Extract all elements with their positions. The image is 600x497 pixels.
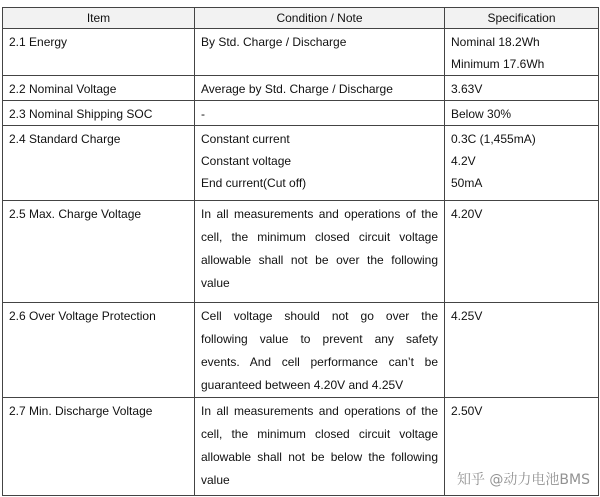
- header-condition: Condition / Note: [195, 8, 445, 29]
- condition-text: Cell voltage should not go over the: [201, 309, 438, 323]
- header-specification: Specification: [445, 8, 599, 29]
- item-label: 2.1 Energy: [9, 35, 68, 49]
- condition-cell: [195, 201, 445, 303]
- item-label: 2.3 Nominal Shipping SOC: [9, 107, 153, 121]
- spec-value: 3.63V: [451, 82, 483, 96]
- condition-text: Constant voltage: [201, 154, 292, 168]
- item-label: 2.6 Over Voltage Protection: [9, 309, 156, 323]
- item-label: 2.7 Min. Discharge Voltage: [9, 404, 153, 418]
- condition-cell: [195, 29, 445, 76]
- spec-value: 0.3C (1,455mA): [451, 132, 536, 146]
- condition-cell: [195, 76, 445, 101]
- item-cell: [3, 126, 195, 201]
- item-cell: [3, 201, 195, 303]
- condition-text: cell, the minimum closed circuit voltage: [201, 230, 438, 244]
- item-label: 2.2 Nominal Voltage: [9, 82, 117, 96]
- condition-text: value: [201, 473, 230, 487]
- table-row: [3, 101, 599, 126]
- spec-value: 4.20V: [451, 207, 483, 221]
- table-header-row: [3, 8, 599, 29]
- spec-value: Minimum 17.6Wh: [451, 57, 545, 71]
- item-cell: [3, 76, 195, 101]
- spec-cell: [445, 303, 599, 398]
- table-row: [3, 29, 599, 76]
- item-label: 2.5 Max. Charge Voltage: [9, 207, 142, 221]
- spec-value: 4.25V: [451, 309, 483, 323]
- spec-cell: [445, 76, 599, 101]
- specification-table: [2, 7, 599, 496]
- spec-value: 50mA: [451, 176, 483, 190]
- spec-cell: [445, 126, 599, 201]
- spec-value: Nominal 18.2Wh: [451, 35, 540, 49]
- condition-text: following value to prevent any safety: [201, 332, 438, 346]
- header-item: Item: [3, 8, 195, 29]
- item-cell: [3, 303, 195, 398]
- spec-cell: [445, 101, 599, 126]
- spec-cell: [445, 201, 599, 303]
- watermark: 知乎 @动力电池BMS: [456, 472, 590, 488]
- table-row: [3, 126, 599, 201]
- condition-text: -: [201, 107, 205, 121]
- condition-text: value: [201, 276, 230, 290]
- condition-text: Constant current: [201, 132, 290, 146]
- table-row: [3, 76, 599, 101]
- condition-text: End current(Cut off): [201, 176, 307, 190]
- condition-cell: [195, 126, 445, 201]
- item-cell: [3, 398, 195, 496]
- table-row: [3, 303, 599, 398]
- condition-text: Average by Std. Charge / Discharge: [201, 82, 393, 96]
- condition-text: allowable shall not be below the following: [201, 450, 438, 464]
- table-row: [3, 201, 599, 303]
- condition-text: cell, the minimum closed circuit voltage: [201, 427, 438, 441]
- condition-text: In all measurements and operations of the: [201, 404, 438, 418]
- condition-cell: [195, 303, 445, 398]
- condition-text: guaranteed between 4.20V and 4.25V: [201, 378, 404, 392]
- condition-text: By Std. Charge / Discharge: [201, 35, 347, 49]
- item-cell: [3, 29, 195, 76]
- item-label: 2.4 Standard Charge: [9, 132, 121, 146]
- condition-text: In all measurements and operations of the: [201, 207, 438, 221]
- item-cell: [3, 101, 195, 126]
- condition-cell: [195, 101, 445, 126]
- spec-cell: [445, 29, 599, 76]
- condition-text: events. And cell performance can’t be: [201, 355, 438, 369]
- spec-value: 2.50V: [451, 404, 483, 418]
- spec-value: Below 30%: [451, 107, 512, 121]
- condition-cell: [195, 398, 445, 496]
- condition-text: allowable shall not be over the following: [201, 253, 438, 267]
- spec-value: 4.2V: [451, 154, 476, 168]
